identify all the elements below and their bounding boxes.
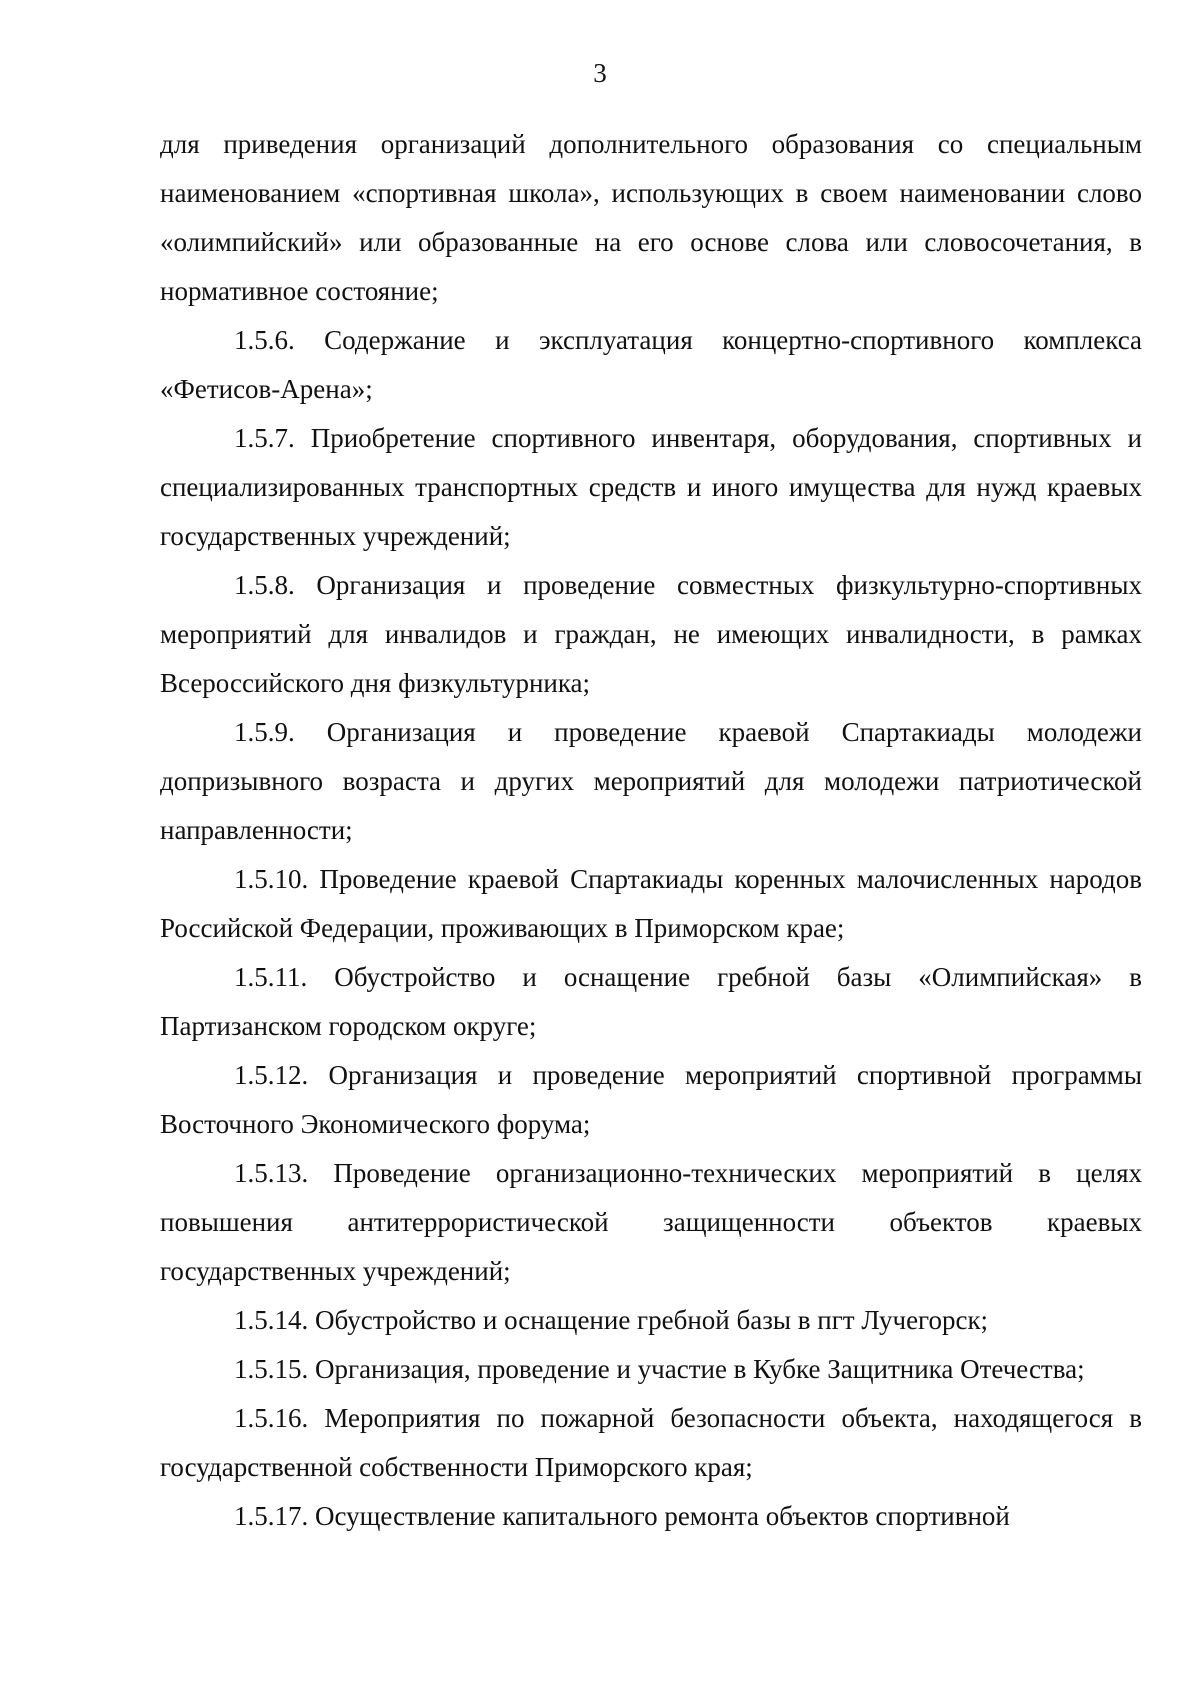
paragraph-continuation: для приведения организаций дополнительного образования со специальным наименованием «спортивная школа», использующих в своем наименовании слово «олимпийский» или образованные на его основе слова или словосочетания, в нормативное состояние; bbox=[160, 129, 1142, 306]
paragraph-1-5-16: 1.5.16. Мероприятия по пожарной безопасности объекта, находящегося в государственной собственности Приморского края; bbox=[160, 1403, 1142, 1482]
paragraph-1-5-8: 1.5.8. Организация и проведение совместных физкультурно-спортивных мероприятий для инвалидов и граждан, не имеющих инвалидности, в рамках Всероссийского дня физкультурника; bbox=[160, 570, 1142, 698]
paragraph-1-5-15: 1.5.15. Организация, проведение и участие в Кубке Защитника Отечества; bbox=[234, 1354, 1085, 1384]
paragraph-1-5-12: 1.5.12. Организация и проведение мероприятий спортивной программы Восточного Экономического форума; bbox=[160, 1060, 1142, 1139]
paragraph-1-5-10: 1.5.10. Проведение краевой Спартакиады коренных малочисленных народов Российской Федерации, проживающих в Приморском крае; bbox=[160, 864, 1142, 943]
paragraph-1-5-6: 1.5.6. Содержание и эксплуатация концертно-спортивного комплекса «Фетисов-Арена»; bbox=[160, 325, 1142, 404]
page-number: 3 bbox=[593, 58, 607, 88]
paragraph-1-5-7: 1.5.7. Приобретение спортивного инвентаря, оборудования, спортивных и специализированных транспортных средств и иного имущества для нужд краевых государственных учреждений; bbox=[160, 423, 1142, 551]
paragraph-1-5-11: 1.5.11. Обустройство и оснащение гребной базы «Олимпийская» в Партизанском городском округе; bbox=[160, 962, 1142, 1041]
paragraph-1-5-13: 1.5.13. Проведение организационно-технических мероприятий в целях повышения антитеррористической защищенности объектов краевых государственных учреждений; bbox=[160, 1158, 1142, 1286]
paragraph-1-5-17: 1.5.17. Осуществление капитального ремонта объектов спортивной bbox=[234, 1501, 1010, 1531]
paragraph-1-5-9: 1.5.9. Организация и проведение краевой Спартакиады молодежи допризывного возраста и других мероприятий для молодежи патриотической направленности; bbox=[160, 717, 1142, 845]
paragraph-1-5-14: 1.5.14. Обустройство и оснащение гребной базы в пгт Лучегорск; bbox=[234, 1305, 989, 1335]
document-body bbox=[160, 120, 1142, 1541]
